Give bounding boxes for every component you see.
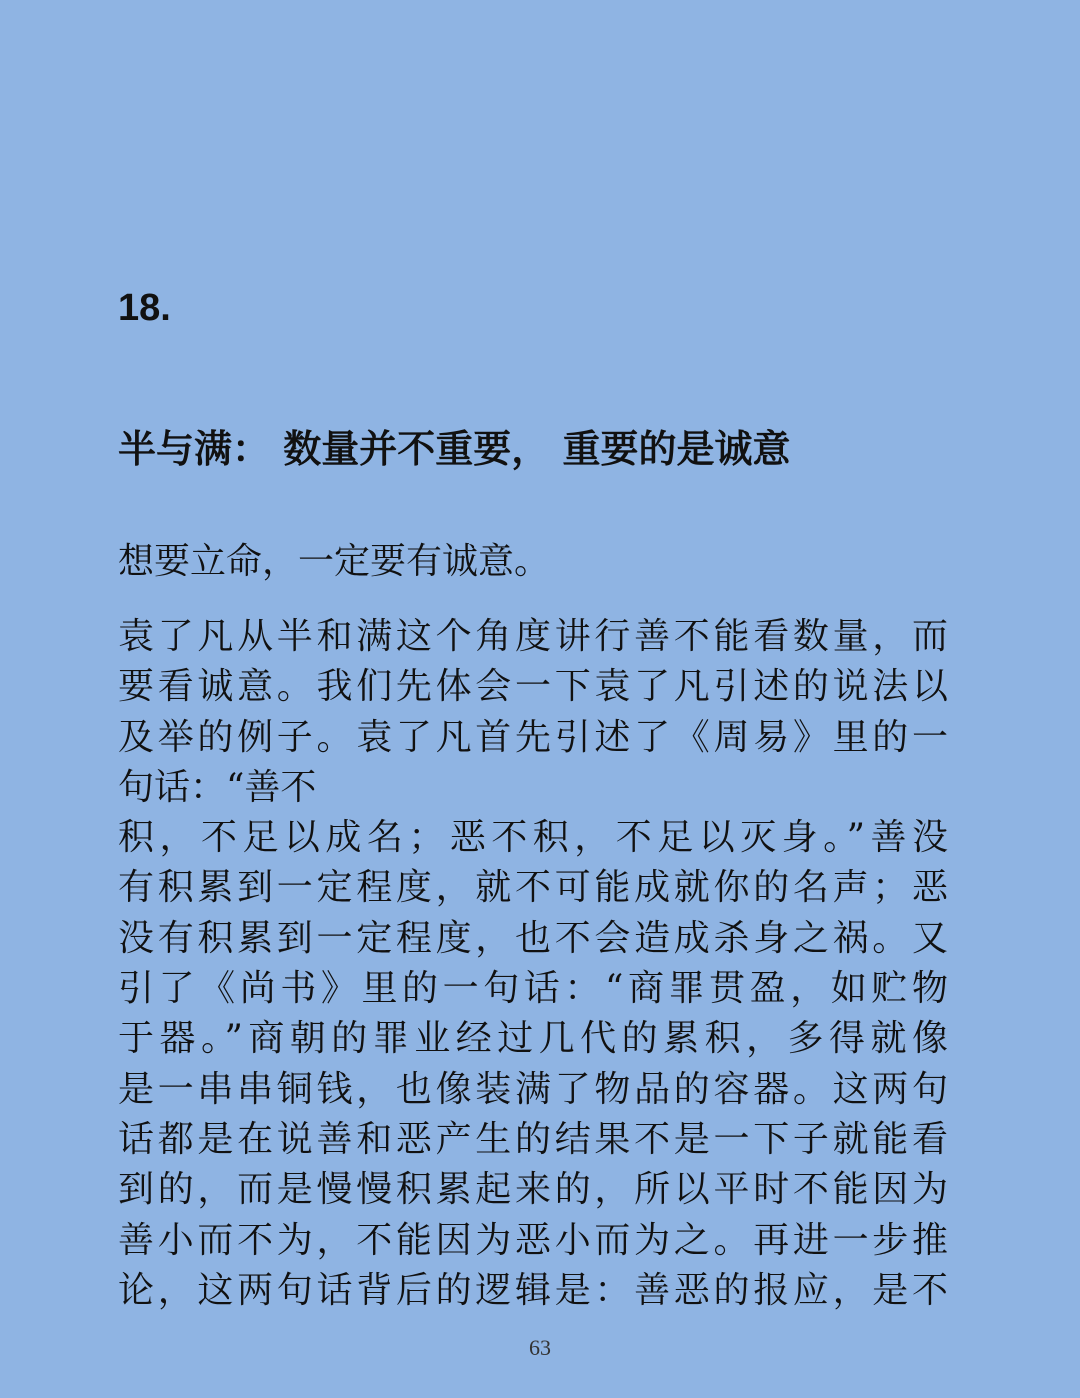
body-line: 有积累到一定程度，就不可能成就你的名声；恶 bbox=[118, 867, 948, 909]
body-line: 到的，而是慢慢积累起来的，所以平时不能因为 bbox=[118, 1169, 948, 1211]
body-line: 是一串串铜钱，也像装满了物品的容器。这两句 bbox=[118, 1068, 948, 1110]
body-line: 句话：“善不 bbox=[118, 766, 317, 808]
section-number: 18. bbox=[118, 287, 171, 329]
body-line: 善小而不为，不能因为恶小而为之。再进一步推 bbox=[118, 1219, 948, 1261]
chapter-title: 半与满： 数量并不重要， 重要的是诚意 bbox=[118, 427, 791, 471]
body-line: 袁了凡从半和满这个角度讲行善不能看数量，而 bbox=[118, 616, 948, 657]
page-number: 63 bbox=[529, 1335, 551, 1360]
body-line: 引了《尚书》里的一句话：“商罪贯盈，如贮物 bbox=[118, 968, 948, 1010]
body-line: 及举的例子。袁了凡首先引述了《周易》里的一 bbox=[118, 716, 948, 758]
body-paragraph bbox=[118, 612, 948, 1316]
body-line: 论，这两句话背后的逻辑是：善恶的报应，是不 bbox=[118, 1269, 948, 1311]
body-line: 没有积累到一定程度，也不会造成杀身之祸。又 bbox=[118, 917, 948, 959]
body-line: 积，不足以成名；恶不积，不足以灭身。”善没 bbox=[118, 817, 948, 859]
body-line: 话都是在说善和恶产生的结果不是一下子就能看 bbox=[118, 1118, 948, 1160]
body-line: 要看诚意。我们先体会一下袁了凡引述的说法以 bbox=[118, 666, 948, 708]
body-line: 于器。”商朝的罪业经过几代的累积，多得就像 bbox=[118, 1018, 948, 1060]
lead-sentence: 想要立命，一定要有诚意。 bbox=[118, 541, 551, 582]
